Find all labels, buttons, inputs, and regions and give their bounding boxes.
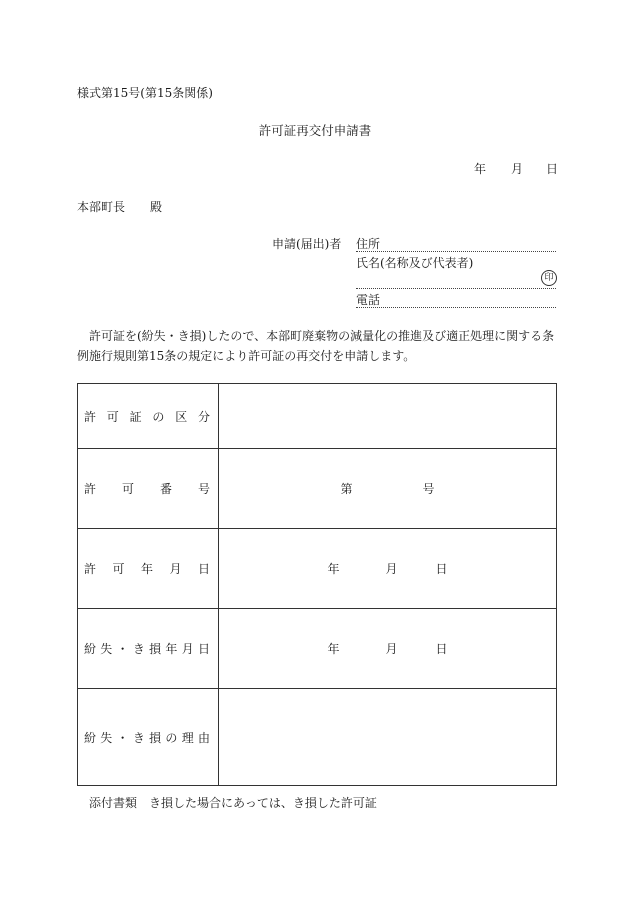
- label-char: 日: [197, 562, 210, 576]
- label-char: き: [132, 730, 145, 745]
- loss-date-year: 年: [327, 642, 340, 656]
- label-char: 月: [169, 562, 182, 576]
- addressee-honorific: 殿: [150, 200, 163, 214]
- table-row-loss-reason: [78, 689, 557, 786]
- phone-field-line[interactable]: [356, 307, 556, 308]
- label-char: 可: [112, 562, 125, 576]
- date-day-label: 日: [546, 162, 559, 176]
- label-char: 証: [129, 409, 142, 424]
- value-loss-date[interactable]: [219, 609, 557, 689]
- label-char: ・: [116, 642, 129, 656]
- label-char: 番: [159, 482, 172, 496]
- table-row-permit-date: [78, 529, 557, 609]
- loss-date-month: 月: [385, 642, 398, 656]
- label-char: 由: [197, 730, 210, 745]
- loss-date-day: 日: [435, 642, 448, 656]
- label-char: 損: [149, 642, 162, 656]
- table-label-text: [84, 729, 210, 746]
- date-year-label: 年: [474, 162, 487, 176]
- name-field-line[interactable]: [356, 288, 556, 289]
- label-char: 分: [197, 409, 210, 424]
- permit-number-suffix: 号: [422, 482, 435, 496]
- label-char: 月: [181, 642, 194, 656]
- label-permit-category: [78, 384, 219, 449]
- addressee: 本部町長: [77, 200, 126, 214]
- table-label-text: [84, 408, 210, 425]
- name-label: 氏名(名称及び代表者): [356, 256, 474, 270]
- permit-date-month: 月: [385, 562, 398, 576]
- label-char: ・: [116, 730, 129, 745]
- label-char: 号: [197, 482, 210, 496]
- label-char: 失: [100, 730, 113, 745]
- label-char: 年: [140, 562, 153, 576]
- table-label-text: [84, 480, 210, 497]
- label-char: 許: [84, 562, 97, 576]
- seal-mark: 印: [541, 270, 557, 286]
- label-char: 日: [197, 642, 210, 656]
- table-row-permit-number: [78, 449, 557, 529]
- form-number: 様式第15号(第15条関係): [77, 86, 213, 100]
- detail-table: [77, 383, 557, 786]
- label-char: 失: [100, 642, 113, 656]
- attachment-note: 添付書類 き損した場合にあっては、き損した許可証: [89, 796, 377, 810]
- label-char: の: [165, 730, 178, 745]
- value-permit-number[interactable]: [219, 449, 557, 529]
- address-label: 住所: [356, 237, 381, 251]
- label-loss-reason: [78, 689, 219, 786]
- document-title: 許可証再交付申請書: [258, 123, 372, 138]
- label-char: 理: [181, 730, 194, 745]
- value-permit-category[interactable]: [219, 384, 557, 449]
- label-char: 区: [175, 409, 188, 424]
- body-text: 許可証を(紛失・き損)したので、本部町廃棄物の減量化の推進及び適正処理に関する条例施行規則第15条の規定により許可証の再交付を申請します。: [77, 329, 555, 363]
- phone-label: 電話: [356, 293, 381, 307]
- label-char: 紛: [84, 730, 97, 745]
- value-loss-reason[interactable]: [219, 689, 557, 786]
- table-label-text: [84, 640, 210, 657]
- table-row-permit-category: [78, 384, 557, 449]
- label-permit-date: [78, 529, 219, 609]
- label-char: 許: [84, 482, 97, 496]
- value-permit-date[interactable]: [219, 529, 557, 609]
- label-loss-date: [78, 609, 219, 689]
- permit-date-day: 日: [435, 562, 448, 576]
- label-char: 許: [84, 409, 97, 424]
- table-label-text: [84, 560, 210, 577]
- label-permit-number: [78, 449, 219, 529]
- label-char: 紛: [84, 642, 97, 656]
- label-char: の: [152, 409, 165, 424]
- table-row-loss-date: [78, 609, 557, 689]
- address-field-line[interactable]: [356, 251, 556, 252]
- label-char: 損: [149, 730, 162, 745]
- permit-date-year: 年: [327, 562, 340, 576]
- label-char: 年: [165, 642, 178, 656]
- label-char: 可: [106, 409, 119, 424]
- label-char: 可: [121, 482, 134, 496]
- permit-number-prefix: 第: [340, 482, 353, 496]
- date-month-label: 月: [511, 162, 524, 176]
- applicant-label: 申請(届出)者: [272, 237, 342, 251]
- label-char: き: [132, 642, 145, 656]
